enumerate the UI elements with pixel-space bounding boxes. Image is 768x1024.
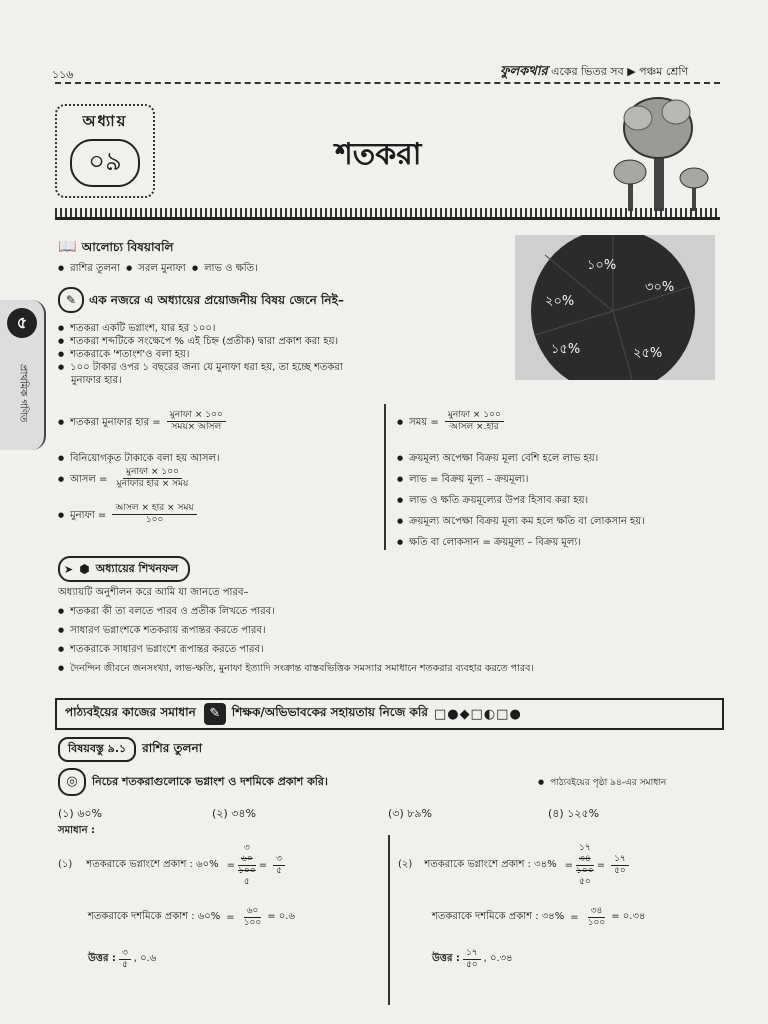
topic-91-tag: বিষয়বস্তু ৯.১ bbox=[58, 737, 136, 762]
sol1-answer-row bbox=[88, 948, 156, 971]
arrow-right-icon: ➤ bbox=[64, 562, 74, 576]
header-rule bbox=[55, 82, 720, 84]
exercise-item: (৩) ৮৯% bbox=[388, 807, 432, 820]
sol2-decimal-row: শতকরাকে দশমিকে প্রকাশ : ৩৪% = $\frac{৩৪}{১০০}$ = ০.৩৪ bbox=[432, 906, 646, 928]
column-divider bbox=[384, 404, 386, 550]
solution-banner bbox=[55, 698, 724, 730]
formula-profit-den: ১০০ bbox=[145, 515, 164, 525]
overview-bullet: ● শতকরা একটি ভগ্নাংশ, যার হর ১০০। bbox=[58, 322, 343, 335]
formula-rate-den: সময়× আসল bbox=[171, 422, 222, 432]
sol2-decimal-result: = ০.৩৪ bbox=[611, 911, 646, 922]
running-header bbox=[500, 62, 688, 83]
page-number: ১১৬ bbox=[52, 68, 74, 81]
outcome-bullet: ● দৈনন্দিন জীবনে জনসংখ্যা, লাভ-ক্ষতি, মুনাফা ইত্যাদি সংক্রান্ত বাস্তবভিত্তিক সমস্যার সমাধানে শতকরার ব্যবহার করতে পারব। bbox=[58, 659, 534, 678]
profit-loss-bullet: ● লাভ ও ক্ষতি ক্রয়মূল্যের উপর হিসাব করা হয়। bbox=[397, 490, 645, 511]
formula-time-num: মুনাফা × ১০০ bbox=[445, 410, 504, 422]
sol2-answer-row bbox=[432, 948, 513, 971]
outcomes-heading-box bbox=[58, 556, 190, 582]
grade-label: পঞ্চম শ্রেণি bbox=[639, 65, 689, 78]
formula-profit bbox=[58, 503, 200, 526]
overview-heading-row bbox=[58, 287, 344, 313]
sol1-answer-rest: , ০.৬ bbox=[133, 953, 157, 964]
formula-rate bbox=[58, 410, 229, 433]
topics-heading: আলোচ্য বিষয়াবলি bbox=[81, 240, 174, 254]
topic-item: ● রাশির তুলনা bbox=[58, 263, 120, 274]
formula-time bbox=[397, 410, 507, 433]
exercise-item: (৪) ১২৫% bbox=[548, 807, 600, 820]
topic-91-title: রাশির তুলনা bbox=[142, 740, 203, 755]
formula-time-label: ● সময় = bbox=[397, 417, 439, 428]
pie-chart bbox=[515, 235, 715, 380]
exercise-instruction-row bbox=[58, 768, 328, 796]
overview-bullet: ● শতকরাকে 'শতাংশ'ও বলা হয়। bbox=[58, 348, 343, 361]
book-icon: 📖 bbox=[58, 237, 77, 255]
chapter-label: অধ্যায় bbox=[82, 112, 128, 130]
formula-time-den: আসল ×.হার bbox=[450, 422, 499, 432]
outcome-bullet: ● শতকরা কী তা বলতে পারব ও প্রতীক লিখতে পারব। bbox=[58, 602, 534, 621]
sol2-fraction-row: (২) শতকরাকে ভগ্নাংশে প্রকাশ : ৩৪% = ১৭ ৩৪ ১০০ ৫০ = $\frac{১৭}{৫০}$ bbox=[398, 843, 632, 888]
topic-item: ● লাভ ও ক্ষতি। bbox=[192, 263, 258, 274]
solution-banner-left: পাঠ্যবইয়ের কাজের সমাধান bbox=[65, 705, 196, 719]
sol1-answer-num: ৩ bbox=[119, 948, 131, 960]
sol2-decimal-num: ৩৪ bbox=[588, 906, 606, 918]
sol1-fraction-text: শতকরাকে ভগ্নাংশে প্রকাশ : ৬০% bbox=[86, 859, 219, 870]
outcomes-heading: অধ্যায়ের শিখনফল bbox=[95, 561, 179, 575]
formula-profit-num: আসল × হার × সময় bbox=[112, 503, 196, 515]
sol1-result-num: ৩ bbox=[273, 854, 285, 866]
sol2-result-num: ১৭ bbox=[611, 854, 629, 866]
tree-illustration bbox=[600, 88, 720, 216]
sol1-decimal-text: শতকরাকে দশমিকে প্রকাশ : ৬০% bbox=[88, 911, 221, 922]
sol1-decimal-den: ১০০ bbox=[243, 918, 262, 928]
sol1-cancel-bottom: ৫ bbox=[243, 877, 250, 887]
topics-list bbox=[58, 262, 258, 275]
pen-icon: ✎ bbox=[204, 703, 226, 725]
capital-definition: ● বিনিয়োগকৃত টাকাকে বলা হয় আসল। bbox=[58, 453, 220, 464]
sol1-cancel-den: ১০০ bbox=[238, 866, 256, 876]
profit-loss-list bbox=[397, 448, 645, 553]
sol2-answer-den: ৫০ bbox=[465, 960, 478, 970]
book-brand: ফুলকথার bbox=[500, 64, 548, 79]
chapter-title: শতকরা bbox=[335, 137, 422, 172]
sol1-cancel-top: ৩ bbox=[243, 843, 250, 853]
pie-label: ৩০% bbox=[645, 280, 675, 295]
side-tab-number: ৫ bbox=[7, 308, 37, 338]
topic-91-row bbox=[58, 737, 202, 762]
book-title: একের ভিতর সব bbox=[551, 65, 624, 78]
sol2-answer-label: উত্তর : bbox=[432, 953, 460, 964]
exercise-item: (১) ৬০% bbox=[58, 807, 102, 820]
sol1-result-den: ৫ bbox=[276, 866, 282, 876]
activity-icons: □●◆□◐□● bbox=[433, 706, 522, 722]
sol1-number: (১) bbox=[58, 859, 73, 870]
sol2-cancel-top: ১৭ bbox=[579, 843, 591, 853]
sol2-cancel-den: ১০০ bbox=[576, 866, 594, 876]
outcome-bullet: ● শতকরাকে সাধারণ ভগ্নাংশে রূপান্তর করতে পারব। bbox=[58, 640, 534, 659]
overview-heading: এক নজরে এ অধ্যায়ের প্রয়োজনীয় বিষয় জেনে নিই– bbox=[89, 293, 344, 307]
sol1-answer-label: উত্তর : bbox=[88, 953, 116, 964]
pie-label: ১৫% bbox=[551, 342, 581, 357]
pie-label: ২০% bbox=[545, 294, 575, 309]
chapter-number: ০৯ bbox=[70, 139, 140, 187]
exercise-instruction: নিচের শতকরাগুলোকে ভগ্নাংশ ও দশমিকে প্রকাশ করি। bbox=[92, 774, 328, 788]
sol1-decimal-result: = ০.৬ bbox=[267, 911, 295, 922]
topic-item: ● সরল মুনাফা bbox=[126, 263, 185, 274]
sol2-answer-num: ১৭ bbox=[463, 948, 481, 960]
formula-rate-num: মুনাফা × ১০০ bbox=[167, 410, 226, 422]
sol2-fraction-text: শতকরাকে ভগ্নাংশে প্রকাশ : ৩৪% bbox=[424, 859, 557, 870]
sol2-decimal-den: ১০০ bbox=[587, 918, 606, 928]
cube-icon: ⬢ bbox=[79, 562, 90, 576]
pie-label: ২৫% bbox=[633, 346, 663, 361]
profit-loss-bullet: ● ক্ষতি বা লোকসান = ক্রয়মূল্য – বিক্রয় মূল্য। bbox=[397, 532, 645, 553]
sol2-decimal-text: শতকরাকে দশমিকে প্রকাশ : ৩৪% bbox=[432, 911, 565, 922]
pie-label: ১০% bbox=[587, 258, 617, 273]
solution-divider bbox=[388, 835, 390, 1005]
wand-icon: ✎ bbox=[58, 287, 84, 313]
sol1-decimal-row: শতকরাকে দশমিকে প্রকাশ : ৬০% = $\frac{৬০}{১০০}$ = ০.৬ bbox=[88, 906, 295, 928]
chapter-box bbox=[55, 104, 155, 198]
formula-capital bbox=[58, 467, 194, 490]
exercise-item: (২) ৩৪% bbox=[212, 807, 256, 820]
formula-rate-label: ● শতকরা মুনাফার হার = bbox=[58, 417, 161, 428]
sol1-decimal-num: ৬০ bbox=[244, 906, 262, 918]
sol1-answer-den: ৫ bbox=[121, 960, 128, 970]
overview-bullet: ● শতকরা শব্দটিকে সংক্ষেপে % এই চিহ্ন (প্রতীক) দ্বারা প্রকাশ করা হয়। bbox=[58, 335, 343, 348]
overview-bullet-continuation: মুনাফার হার। bbox=[71, 375, 122, 386]
grass-base-line bbox=[55, 217, 720, 220]
overview-list bbox=[58, 322, 343, 387]
outcomes-list bbox=[58, 602, 534, 678]
side-tab bbox=[0, 300, 46, 450]
play-icon: ▶ bbox=[627, 65, 636, 78]
outcome-bullet: ● সাধারণ ভগ্নাংশকে শতকরায় রূপান্তর করতে পারব। bbox=[58, 621, 534, 640]
topics-heading-row bbox=[58, 236, 174, 259]
sol2-cancel-num: ৩৪ bbox=[576, 854, 594, 866]
sol2-result-den: ৫০ bbox=[614, 866, 626, 876]
sol1-cancel-num: ৬০ bbox=[238, 854, 256, 866]
sol2-number: (২) bbox=[398, 859, 413, 870]
formula-profit-label: ● মুনাফা = bbox=[58, 510, 106, 521]
capital-definition-row bbox=[58, 446, 220, 465]
sol2-cancel-fraction bbox=[576, 843, 594, 888]
sol1-cancel-fraction bbox=[238, 843, 256, 888]
sol1-fraction-row: (১) শতকরাকে ভগ্নাংশে প্রকাশ : ৬০% = ৩ ৬০ ১০০ ৫ = $\frac{৩}{৫}$ bbox=[58, 843, 288, 888]
profit-loss-bullet: ● লাভ = বিক্রয় মূল্য – ক্রয়মূল্য। bbox=[397, 469, 645, 490]
sol2-answer-rest: , ০.৩৪ bbox=[483, 953, 513, 964]
page-ref-row bbox=[538, 776, 666, 790]
solution-banner-right: শিক্ষক/অভিভাবকের সহায়তায় নিজে করি bbox=[231, 705, 428, 719]
sol2-cancel-bottom: ৫০ bbox=[579, 877, 591, 887]
page-ref: ● পাঠ্যবইয়ের পৃষ্ঠা ৯৪-এর সমাধান bbox=[538, 778, 666, 788]
formula-capital-den: মুনাফার হার × সময় bbox=[116, 479, 189, 489]
outcomes-intro: অধ্যায়টি অনুশীলন করে আমি যা জানতে পারব– bbox=[58, 587, 249, 598]
overview-bullet: ● ১০০ টাকার ওপর ১ বছরের জন্য যে মুনাফা ধরা হয়, তা হচ্ছে শতকরা bbox=[58, 361, 343, 374]
profit-loss-bullet: ● ক্রয়মূল্য অপেক্ষা বিক্রয় মূল্য বেশি হলে লাভ হয়। bbox=[397, 448, 645, 469]
formula-capital-num: মুনাফা × ১০০ bbox=[123, 467, 182, 479]
profit-loss-bullet: ● ক্রয়মূল্য অপেক্ষা বিক্রয় মূল্য কম হলে ক্ষতি বা লোকসান হয়। bbox=[397, 511, 645, 532]
formula-capital-label: ● আসল = bbox=[58, 474, 107, 485]
side-tab-subject: প্রাথমিক গণিত bbox=[17, 363, 29, 423]
solution-label: সমাধান : bbox=[58, 825, 96, 836]
target-icon: ◎ bbox=[58, 768, 86, 796]
